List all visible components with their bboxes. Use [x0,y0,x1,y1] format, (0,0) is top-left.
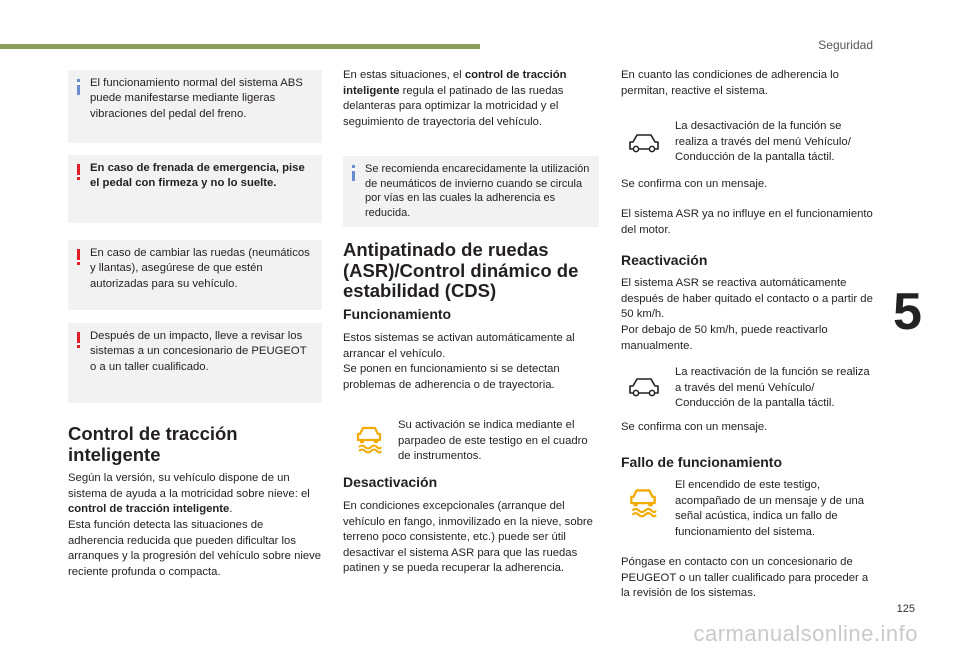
header-accent-bar [0,44,480,49]
paragraph-reactivate-conditions: En cuanto las condiciones de adherencia lo permitan, reactive el sistema. [621,69,839,97]
paragraph-auto-reactivation: El sistema ASR se reactiva automáticamente después de haber quitado el contacto o a partir de 50 km/h. [621,277,873,321]
warning-note-wheels: En caso de cambiar las ruedas (neumáticos y llantas), asegúrese de que estén autorizadas para su vehículo. [68,240,322,310]
paragraph-manual-reactivation: Por debajo de 50 km/h, puede reactivarlo manualmente. [621,324,828,352]
subheading-deactivation: Desactivación [343,474,438,490]
paragraph-traction-intro: Según la versión, su vehículo dispone de un sistema de ayuda a la motricidad sobre nieve: el control de tracción inteligente. [68,472,310,516]
car-icon [627,376,661,398]
subheading-malfunction: Fallo de funcionamiento [621,454,783,470]
page-number: 125 [896,603,915,615]
subheading-reactivation: Reactivación [621,252,708,268]
paragraph-confirm-message-1: Se confirma con un mensaje. [621,178,768,190]
info-icon [352,165,355,181]
paragraph-operation-1: Estos sistemas se activan automáticamente al arrancar el vehículo. [343,332,575,360]
paragraph-traction-regulation: En estas situaciones, el control de tracción inteligente regula el patinado de las ruedas delanteras para optimizar la motricidad y el seguimiento de trayectoria del vehículo. [343,69,567,128]
subheading-operation: Funcionamiento [343,306,452,322]
warning-note-emergency: En caso de frenada de emergencia, pise el pedal con firmeza y no lo suelte. [68,155,322,223]
watermark: carmanualsonline.info [693,621,918,646]
warning-icon [77,332,80,348]
asr-fault-lamp-icon [625,484,661,518]
paragraph-deactivation: En condiciones excepcionales (arranque del vehículo en fango, inmovilizado en la nieve, sobre terreno poco consistente, etc.) puede ser útil desactivar el sistema ASR para que las ruedas patinen y se pueda recuperar la adherencia. [343,500,593,575]
heading-asr-cds: Antipatinado de ruedas (ASR)/Control dinámico de estabilidad (CDS) [343,239,579,301]
section-title: Seguridad [818,38,873,52]
warning-icon [77,164,80,180]
warning-icon [77,249,80,265]
warning-note-impact: Después de un impacto, lleve a revisar los sistemas a un concesionario de PEUGEOT o a un taller cualificado. [68,323,322,403]
asr-warning-lamp-icon [352,422,386,454]
heading-traction-control: Control de tracción inteligente [68,423,238,465]
info-note-winter-tyres: Se recomienda encarecidamente la utilización de neumáticos de invierno cuando se circula por vías en las cuales la adherencia es reducida. [343,156,599,227]
paragraph-fault-lamp: El encendido de este testigo, acompañado de un mensaje y de una señal acústica, indica un fallo de funcionamiento del sistema. [675,479,865,538]
paragraph-lamp-activation: Su activación se indica mediante el parpadeo de este testigo en el cuadro de instrumentos. [398,419,588,463]
chapter-number: 5 [893,283,922,341]
info-note-abs: El funcionamiento normal del sistema ABS puede manifestarse mediante ligeras vibraciones del pedal del freno. [68,70,322,143]
car-icon [627,132,661,154]
paragraph-confirm-message-2: Se confirma con un mensaje. [621,421,768,433]
paragraph-asr-no-influence: El sistema ASR ya no influye en el funcionamiento del motor. [621,208,873,236]
paragraph-operation-2: Se ponen en funcionamiento si se detectan problemas de adherencia o de trayectoria. [343,363,560,391]
paragraph-reactivation-menu: La reactivación de la función se realiza a través del menú Vehículo/ Conducción de la pantalla táctil. [675,366,870,410]
info-icon [77,79,80,95]
paragraph-contact-dealer: Póngase en contacto con un concesionario de PEUGEOT o un taller cualificado para proceder a la revisión de los sistemas. [621,556,869,600]
paragraph-deactivation-menu: La desactivación de la función se realiza a través del menú Vehículo/ Conducción de la pantalla táctil. [675,120,851,164]
paragraph-traction-detail: Esta función detecta las situaciones de adherencia reducida que pueden dificultar los arranques y la progresión del vehículo sobre nieve reciente profunda o compacta. [68,519,322,578]
